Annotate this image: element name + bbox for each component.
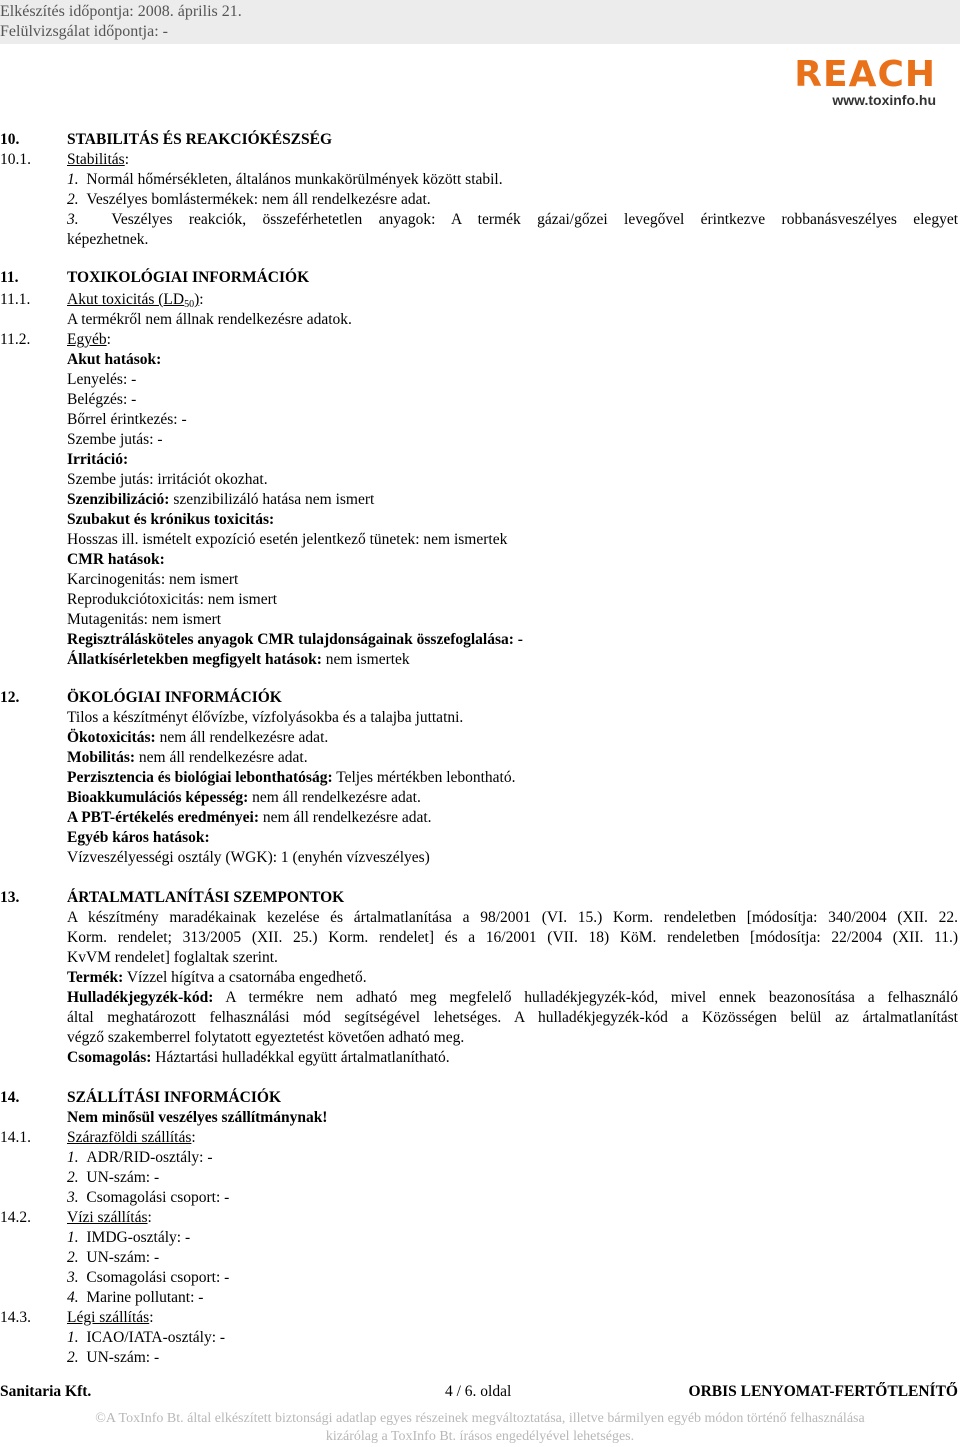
sub-14-1-number: 14.1. [0,1129,31,1146]
sub-10-1-number: 10.1. [0,151,31,168]
section-12-number: 12. [0,689,20,706]
text-termek: Termék: Vízzel hígítva a csatornába engedhető. [67,969,367,986]
sub-14-2-number: 14.2. [0,1209,31,1226]
text-pbt: A PBT-értékelés eredményei: nem áll rendelkezésre adat. [67,809,432,826]
heading-szubakut: Szubakut és krónikus toxicitás: [67,511,275,528]
section-14-title: SZÁLLÍTÁSI INFORMÁCIÓK [67,1089,282,1106]
section-13-title: ÁRTALMATLANÍTÁSI SZEMPONTOK [67,889,345,906]
list-item: 1. ADR/RID-osztály: - [67,1149,213,1166]
heading-akut: Akut hatások: [67,351,162,368]
sub-14-1-label: Szárazföldi szállítás: [67,1129,196,1146]
section-11-title: TOXIKOLÓGIAI INFORMÁCIÓK [67,269,310,286]
text-allat: Állatkísérletekben megfigyelt hatások: nem ismertek [67,651,410,668]
text-wgk: Vízveszélyességi osztály (WGK): 1 (enyhén vízveszélyes) [67,849,430,866]
list-item: 4. Marine pollutant: - [67,1289,204,1306]
section-10-title: STABILITÁS ÉS REAKCIÓKÉSZSÉG [67,131,333,148]
sub-11-2-number: 11.2. [0,331,31,348]
text-hosszas: Hosszas ill. ismételt expozíció esetén jelentkező tünetek: nem ismertek [67,531,508,548]
paragraph-line: KvVM rendelet] foglaltak szerint. [67,949,278,966]
text-repro: Reprodukciótoxicitás: nem ismert [67,591,278,608]
section-12-title: ÖKOLÓGIAI INFORMÁCIÓK [67,689,282,706]
reach-logo [786,56,936,112]
list-item: 3. Csomagolási csoport: - [67,1189,230,1206]
text-szenz: Szenzibilizáció: szenzibilizáló hatása nem ismert [67,491,375,508]
paragraph-line: által meghatározott felhasználási mód segítségével lehetséges. A hulladékjegyzék-kód a Közösségen belül az ártalmatlanítást [67,1009,958,1026]
text-borrel: Bőrrel érintkezés: - [67,411,187,428]
section-10-number: 10. [0,131,20,148]
text-belegzes: Belégzés: - [67,391,137,408]
sub-11-1-text: A termékről nem állnak rendelkezésre adatok. [67,311,352,328]
text-tilos: Tilos a készítményt élővízbe, vízfolyásokba és a talajba juttatni. [67,709,464,726]
sub-10-1-label: Stabilitás: [67,151,130,168]
list-item: 2. Veszélyes bomlástermékek: nem áll rendelkezésre adat. [67,191,431,208]
paragraph-line: A készítmény maradékainak kezelése és ártalmatlanítása a 98/2001 (VI. 15.) Korm. rendeletben [módosítja: 340/2004 (XII. 22. [67,909,958,926]
footer-page-number: 4 / 6. oldal [445,1383,512,1400]
list-item: 2. UN-szám: - [67,1249,160,1266]
text-szembe-irr: Szembe jutás: irritációt okozhat. [67,471,268,488]
reach-logo-text: REACH [794,54,936,95]
text-bio: Bioakkumulációs képesség: nem áll rendelkezésre adat. [67,789,421,806]
text-lenyeles: Lenyelés: - [67,371,137,388]
list-item: 1. Normál hőmérsékleten, általános munkakörülmények között stabil. [67,171,503,188]
text-muta: Mutagenitás: nem ismert [67,611,222,628]
sub-11-1-label: Akut toxicitás $(LD_{50})$: [67,291,204,310]
sub-14-3-label: Légi szállítás: [67,1309,154,1326]
list-item: 3. Veszélyes reakciók, összeférhetetlen anyagok: A termék gázai/gőzei levegővel érintkezve robbanásveszélyes elegyet [67,211,958,228]
text-oko: Ökotoxicitás: nem áll rendelkezésre adat. [67,729,329,746]
copyright-line: kizárólag a ToxInfo Bt. írásos engedélyével lehetséges. [325,1429,635,1444]
text-regisz: Regisztrálásköteles anyagok CMR tulajdonságainak összefoglalása: - [67,631,523,648]
copyright-line: ©A ToxInfo Bt. által elkészített biztonsági adatlap egyes részeinek megváltoztatása, illetve bármilyen egyéb módon történő felhasználása [95,1411,865,1426]
section-14-number: 14. [0,1089,20,1106]
document-header [0,0,960,44]
heading-cmr: CMR hatások: [67,551,165,568]
heading-irritacio: Irritáció: [67,451,129,468]
text-pers: Perzisztencia és biológiai lebonthatóság: Teljes mértékben lebontható. [67,769,516,786]
footer-company: Sanitaria Kft. [0,1383,92,1400]
list-item: 2. UN-szám: - [67,1169,160,1186]
list-item: 1. IMDG-osztály: - [67,1229,191,1246]
footer-product: ORBIS LENYOMAT-FERTŐTLENÍTŐ [688,1383,958,1400]
reach-logo-url: www.toxinfo.hu [832,92,936,108]
paragraph-line: Korm. rendelet; 313/2005 (XII. 25.) Korm. rendelet] és a 16/2001 (VII. 18) KöM. rendeletben [módosítja: 22/2004 (XII. 11.) [67,929,958,946]
text-csom: Csomagolás: Háztartási hulladékkal együtt ártalmatlanítható. [67,1049,450,1066]
text-hull: Hulladékjegyzék-kód: A termékre nem adható meg megfelelő hulladékjegyzék-kód, mivel ennek beazonosítása a felhasználó [67,989,958,1006]
creation-date: Elkészítés időpontja: 2008. április 21. [0,3,242,20]
text-szembe: Szembe jutás: - [67,431,163,448]
heading-egyeb: Egyéb káros hatások: [67,829,210,846]
paragraph-line: végző szakemberrel folytatott egyeztetést követően adható meg. [67,1029,465,1046]
section-11-number: 11. [0,269,19,286]
list-item: 3. Csomagolási csoport: - [67,1269,230,1286]
section-13-number: 13. [0,889,20,906]
list-item-continuation: képezhetnek. [67,231,149,248]
revision-date: Felülvizsgálat időpontja: - [0,23,168,40]
sub-14-2-label: Vízi szállítás: [67,1209,152,1226]
text-karc: Karcinogenitás: nem ismert [67,571,239,588]
sub-11-2-label: Egyéb: [67,331,111,348]
list-item: 2. UN-szám: - [67,1349,160,1366]
text-mob: Mobilitás: nem áll rendelkezésre adat. [67,749,308,766]
list-item: 1. ICAO/IATA-osztály: - [67,1329,226,1346]
text-nem: Nem minősül veszélyes szállítmánynak! [67,1109,328,1126]
sub-14-3-number: 14.3. [0,1309,31,1326]
sub-11-1-number: 11.1. [0,291,31,308]
